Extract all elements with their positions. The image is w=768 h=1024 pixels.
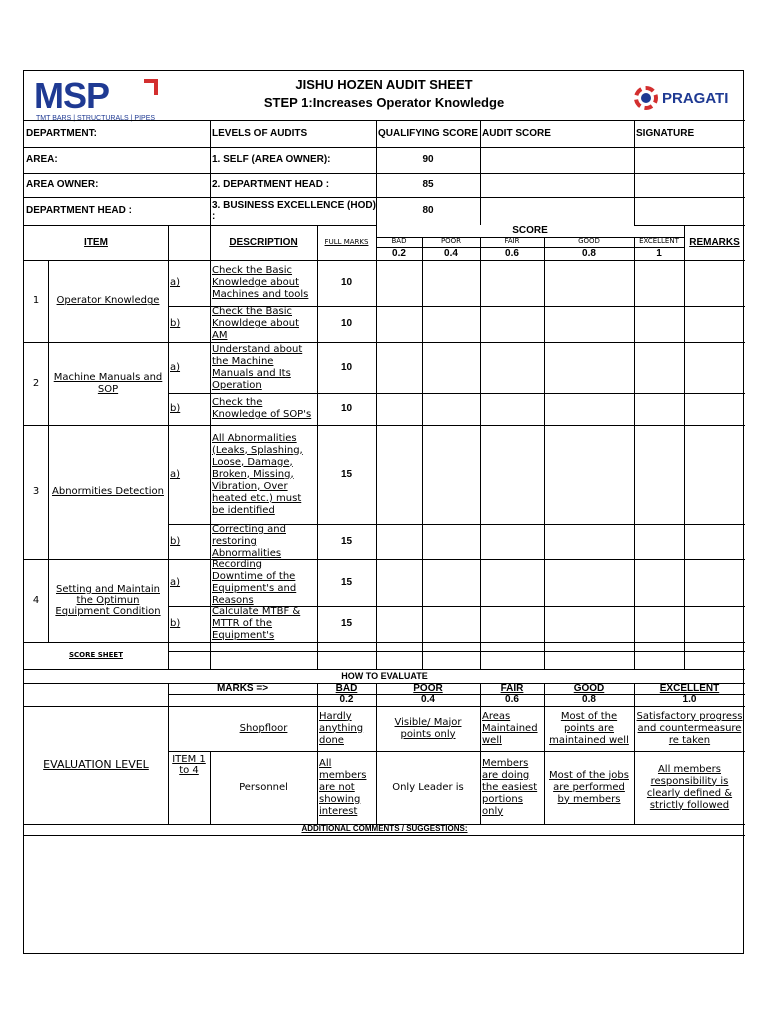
sub-item-key: a) [170, 277, 181, 289]
sub-item-description: Check the Basic Knowldege about AM [212, 306, 300, 341]
score-sheet-label: SCORE SHEET [69, 650, 123, 659]
score-level-bad: BAD [391, 237, 407, 246]
qualifying-score-1: 90 [422, 154, 434, 166]
score-header: SCORE [512, 225, 548, 237]
page-subtitle: STEP 1:Increases Operator Knowledge [263, 94, 505, 110]
comments-heading: ADDITIONAL COMMENTS / SUGGESTIONS: [301, 824, 468, 834]
shopfloor-label: Shopfloor [239, 722, 288, 734]
eval-level-bad: BAD [335, 683, 358, 694]
item-number: 4 [32, 594, 40, 606]
item-name: Abnormities Detection [52, 486, 164, 498]
sub-item-description: Understand about the Machine Manuals and Its Operation [212, 343, 303, 391]
page-title: JISHU HOZEN AUDIT SHEET [295, 76, 473, 92]
score-level-good: GOOD [578, 237, 600, 246]
pragati-gear-icon [634, 86, 658, 110]
score-value-fair: 0.6 [505, 247, 519, 259]
score-level-fair: FAIR [504, 237, 520, 246]
eval-value-bad: 0.2 [339, 694, 354, 706]
eval-value-poor: 0.4 [421, 694, 435, 706]
eval-value-excellent: 1.0 [682, 694, 697, 706]
sub-item-description: Calculate MTBF & MTTR of the Equipment's [212, 606, 301, 641]
item-number: 3 [32, 486, 40, 498]
pragati-logo [634, 83, 738, 113]
item-range-label: ITEM 1 to 4 [172, 753, 206, 776]
score-level-excellent: EXCELLENT [639, 237, 679, 246]
sub-item-full-marks: 15 [340, 618, 353, 630]
qualifying-score-header: QUALIFYING SCORE [378, 127, 479, 139]
pragati-logo-text: PRAGATI [662, 89, 729, 107]
eval-level-excellent: EXCELLENT [659, 683, 720, 694]
description-header: DESCRIPTION [229, 236, 298, 248]
full-marks-header: FULL MARKS [324, 237, 369, 246]
personnel-excellent-desc: All members responsibility is clearly defined & strictly followed [646, 763, 733, 811]
evaluation-level-label: EVALUATION LEVEL [43, 757, 149, 771]
item-name: Operator Knowledge [56, 295, 160, 307]
qualifying-score-3: 80 [422, 205, 434, 217]
signature-header: SIGNATURE [636, 127, 695, 139]
area-owner-label: AREA OWNER: [26, 179, 99, 191]
levels-header: LEVELS OF AUDITS [212, 127, 308, 139]
shopfloor-poor-desc: Visible/ Major points only [394, 716, 462, 740]
sub-item-full-marks: 10 [340, 318, 353, 330]
item-number: 2 [32, 377, 40, 389]
qualifying-score-2: 85 [422, 179, 434, 191]
score-value-poor: 0.4 [444, 247, 458, 259]
marks-label: MARKS => [216, 683, 269, 694]
score-value-excellent: 1 [656, 247, 662, 259]
shopfloor-excellent-desc: Satisfactory progress and countermeasure re taken [636, 710, 743, 746]
personnel-label: Personnel [239, 781, 288, 793]
sub-item-full-marks: 15 [340, 535, 353, 547]
sub-item-key: b) [170, 403, 181, 415]
audit-sheet [23, 70, 744, 954]
personnel-fair-desc: Members are doing the easiest portions only [482, 757, 538, 817]
msp-logo-text: MSP [34, 75, 110, 116]
sub-item-key: a) [170, 468, 181, 480]
eval-level-good: GOOD [573, 683, 605, 694]
sub-item-full-marks: 10 [340, 361, 353, 373]
sub-item-description: Recording Downtime of the Equipment's and Reasons [212, 559, 297, 606]
sub-item-full-marks: 10 [340, 403, 353, 415]
eval-level-fair: FAIR [500, 683, 524, 694]
msp-logo-mark-icon [144, 79, 158, 95]
personnel-bad-desc: All members are not showing interest [319, 757, 367, 817]
sub-item-key: a) [170, 576, 181, 588]
eval-value-fair: 0.6 [505, 694, 519, 706]
level-dept-head: 2. DEPARTMENT HEAD : [212, 179, 330, 191]
item-header: ITEM [84, 236, 108, 248]
personnel-good-desc: Most of the jobs are performed by members [549, 769, 629, 805]
sub-item-description: Check the Knowledge of SOP's [212, 397, 312, 420]
msp-tagline: TMT BARS | STRUCTURALS | PIPES [36, 115, 156, 122]
item-name: Setting and Maintain the Optimun Equipment Condition [55, 583, 161, 618]
level-self: 1. SELF (AREA OWNER): [212, 154, 331, 166]
sub-item-description: All Abnormalities (Leaks, Splashing, Loose, Damage, Broken, Missing, Vibration, Over heated etc.) must be identified [212, 432, 303, 516]
item-number: 1 [32, 295, 40, 307]
eval-level-poor: POOR [413, 683, 443, 694]
shopfloor-bad-desc: Hardly anything done [319, 710, 364, 746]
shopfloor-good-desc: Most of the points are maintained well [549, 710, 629, 746]
sub-item-key: b) [170, 618, 181, 630]
shopfloor-fair-desc: Areas Maintained well [482, 710, 538, 746]
remarks-header: REMARKS [689, 236, 740, 248]
audit-score-header: AUDIT SCORE [482, 127, 551, 139]
msp-logo [30, 77, 190, 121]
department-label: DEPARTMENT: [26, 127, 97, 139]
sub-item-key: a) [170, 361, 181, 373]
eval-value-good: 0.8 [582, 694, 596, 706]
sub-item-full-marks: 10 [340, 277, 353, 289]
sub-item-description: Check the Basic Knowledge about Machines and tools [212, 265, 309, 300]
department-head-label: DEPARTMENT HEAD : [26, 205, 132, 217]
sub-item-full-marks: 15 [340, 468, 353, 480]
personnel-poor-desc: Only Leader is [392, 781, 464, 793]
score-level-poor: POOR [440, 237, 462, 246]
sub-item-description: Correcting and restoring Abnormalities [212, 524, 286, 559]
item-name: Machine Manuals and SOP [53, 372, 163, 395]
score-value-good: 0.8 [582, 247, 596, 259]
sub-item-full-marks: 15 [340, 576, 353, 588]
comments-area[interactable] [24, 836, 743, 953]
sub-item-key: b) [170, 318, 181, 330]
score-value-bad: 0.2 [392, 247, 406, 259]
area-label: AREA: [26, 154, 58, 166]
level-business-excellence: 3. BUSINESS EXCELLENCE (HOD) : [212, 199, 376, 222]
sub-item-key: b) [170, 535, 181, 547]
how-to-evaluate-heading: HOW TO EVALUATE [341, 670, 428, 681]
